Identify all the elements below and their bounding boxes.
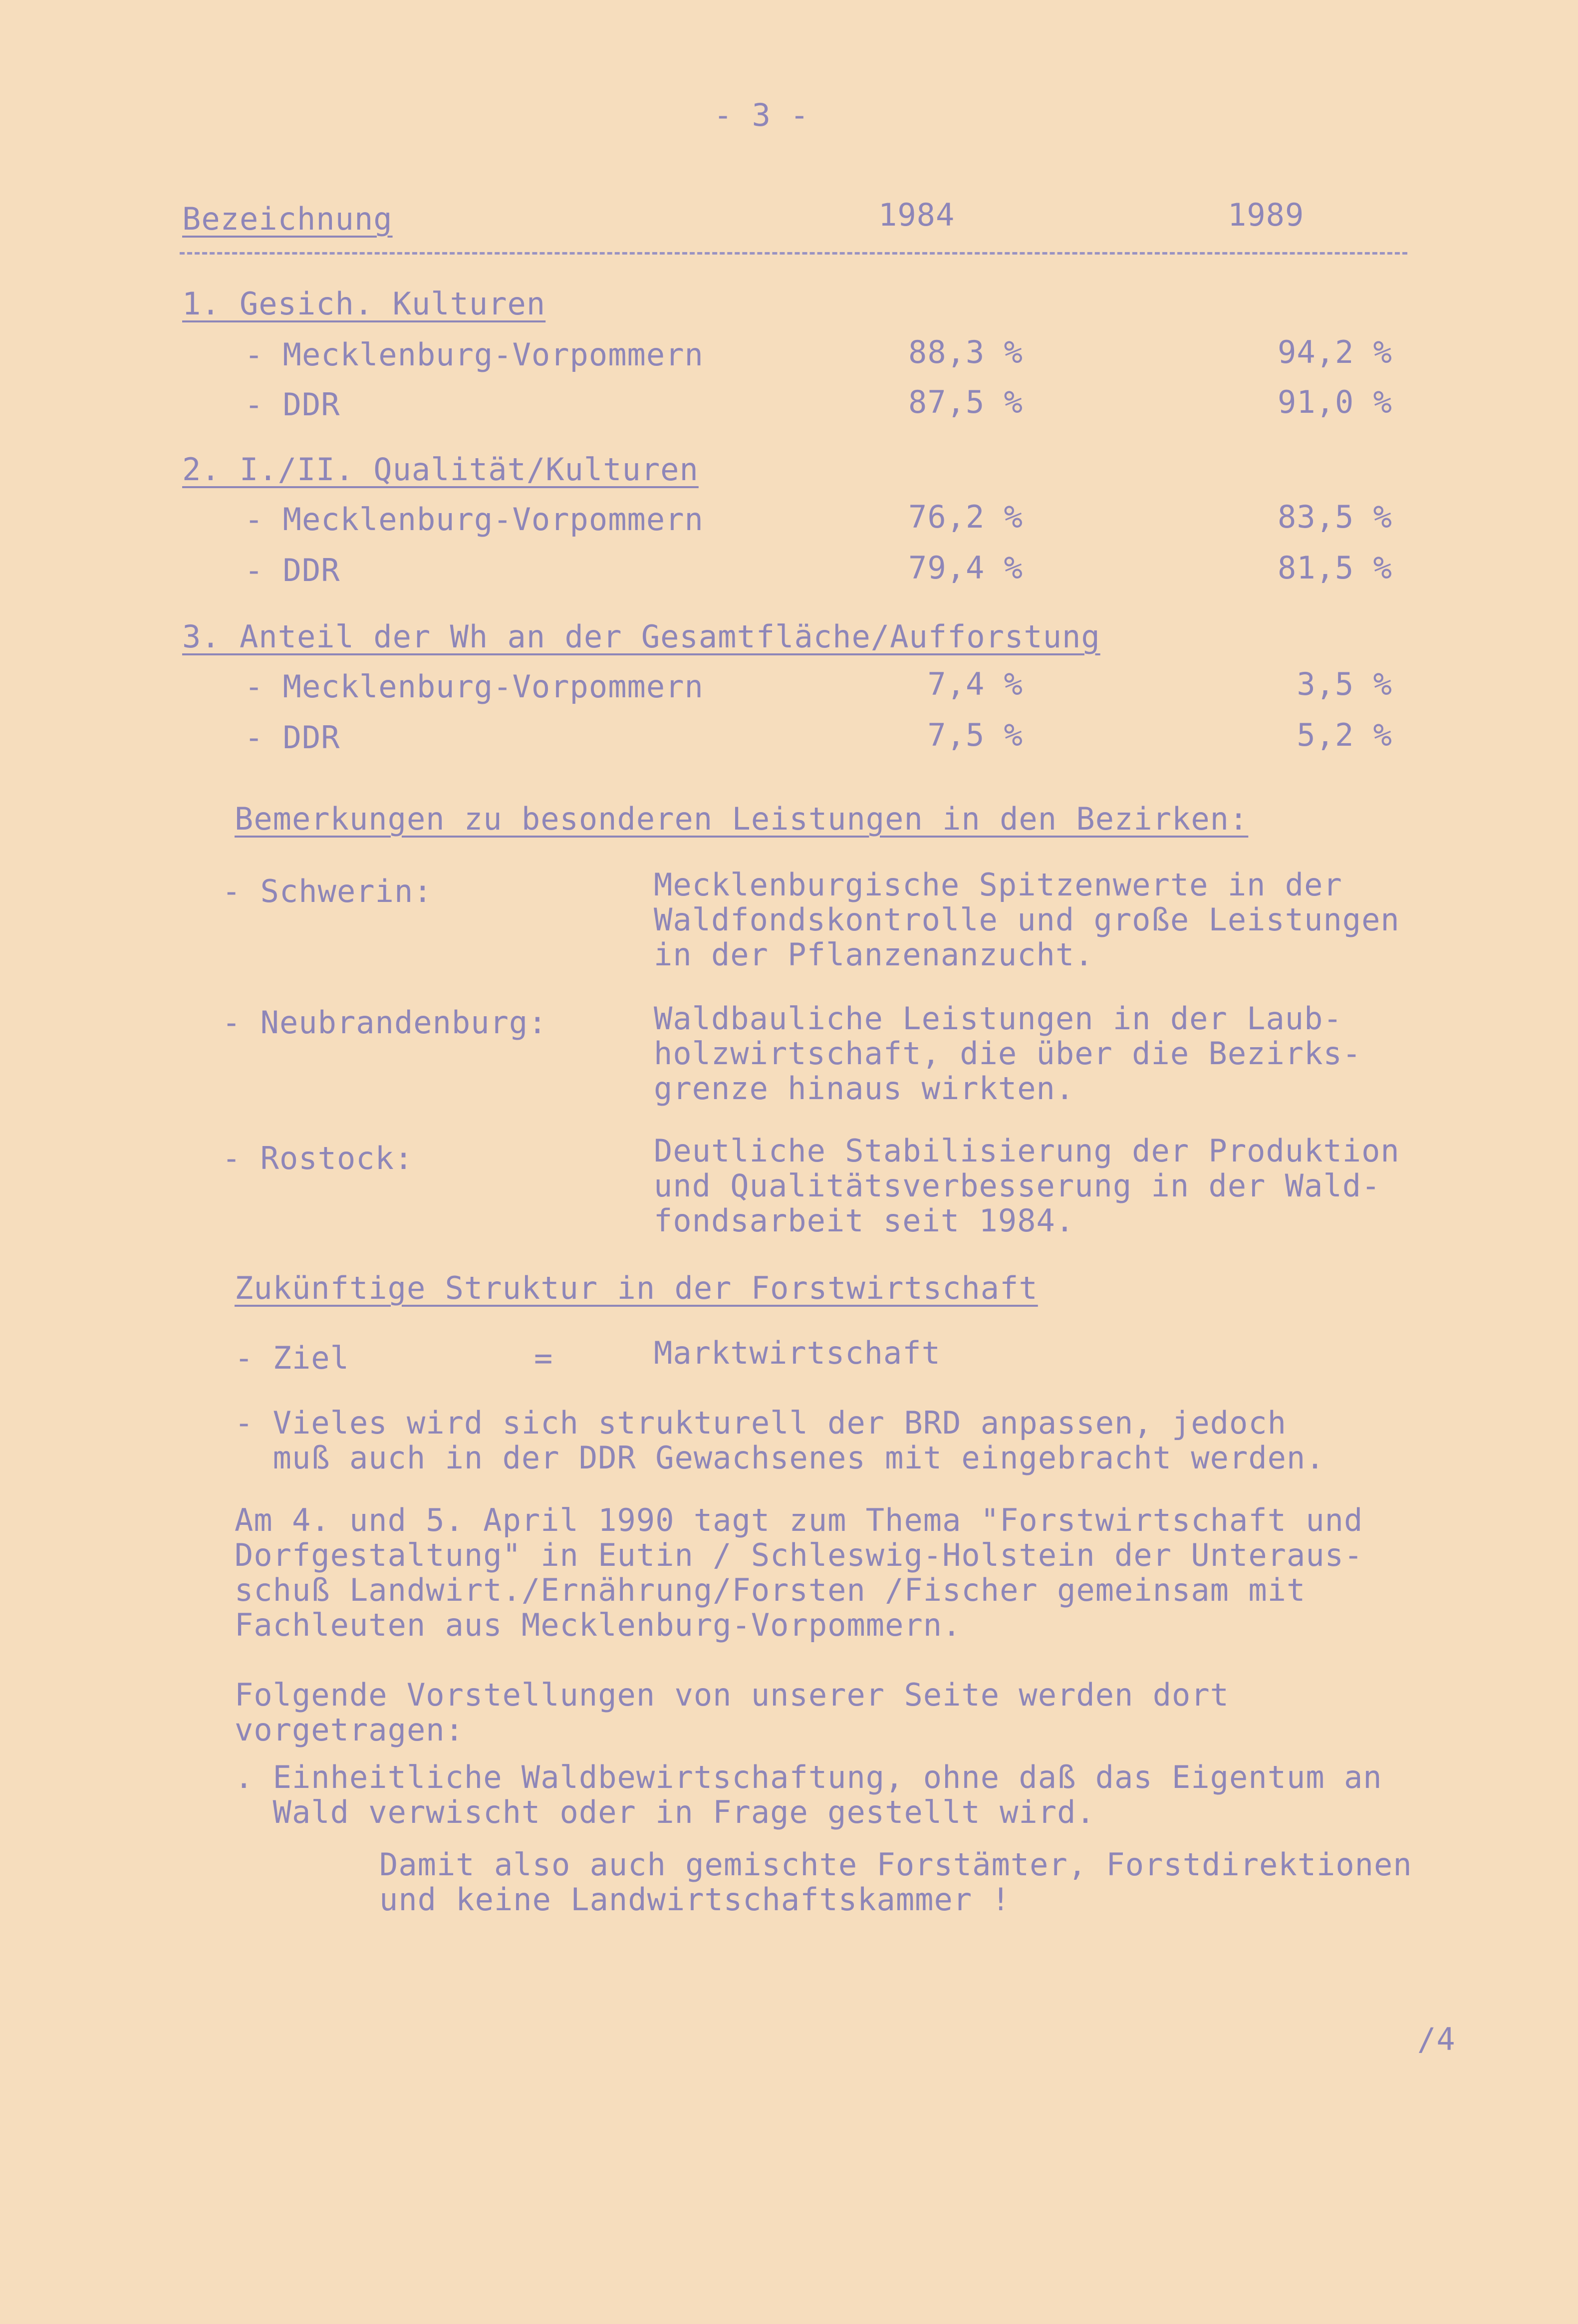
bullet-line: . Einheitliche Waldbewirtschaftung, ohne daß das Eigentum an xyxy=(235,1759,1382,1795)
table-header-1989: 1989 xyxy=(1228,197,1305,233)
remark-line: Deutliche Stabilisierung der Produktion xyxy=(654,1133,1400,1169)
next-page-marker: /4 xyxy=(1417,2021,1456,2057)
value-1989: 83,5 % xyxy=(1278,499,1392,535)
section-title: 1. Gesich. Kulturen xyxy=(182,286,546,322)
remark-line: in der Pflanzenanzucht. xyxy=(654,936,1094,973)
paragraph-line: Folgende Vorstellungen von unserer Seite werden dort xyxy=(235,1677,1230,1713)
value-1989: 5,2 % xyxy=(1297,717,1392,753)
future-heading: Zukünftige Struktur in der Forstwirtschaft xyxy=(235,1270,1038,1306)
remark-line: Waldfondskontrolle und große Leistungen xyxy=(654,901,1400,938)
value-1989: 94,2 % xyxy=(1278,334,1392,370)
goal-value: Marktwirtschaft xyxy=(654,1335,941,1371)
value-1984: 88,3 % xyxy=(908,334,1023,370)
remark-line: grenze hinaus wirkten. xyxy=(654,1070,1075,1107)
goal-equals: = xyxy=(534,1340,553,1376)
paragraph-line: vorgetragen: xyxy=(235,1712,464,1748)
remark-line: und Qualitätsverbesserung in der Wald- xyxy=(654,1167,1381,1204)
remark-label: - Neubrandenburg: xyxy=(222,1004,547,1041)
row-label: - Mecklenburg-Vorpommern xyxy=(245,501,704,538)
goal-label: - Ziel xyxy=(235,1340,349,1376)
row-label: - DDR xyxy=(245,719,340,756)
conclusion-line: Damit also auch gemischte Forstämter, Forstdirektionen xyxy=(379,1846,1412,1883)
paragraph-line: muß auch in der DDR Gewachsenes mit eingebracht werden. xyxy=(235,1440,1325,1476)
value-1989: 81,5 % xyxy=(1278,550,1392,586)
remark-label: - Schwerin: xyxy=(222,873,433,909)
section-title: 2. I./II. Qualität/Kulturen xyxy=(182,451,699,488)
value-1984: 76,2 % xyxy=(908,499,1023,535)
bullet-line: Wald verwischt oder in Frage gestellt wird. xyxy=(235,1794,1095,1830)
table-header-label: Bezeichnung xyxy=(182,201,393,237)
row-label: - DDR xyxy=(245,386,340,423)
section-title: 3. Anteil der Wh an der Gesamtfläche/Aufforstung xyxy=(182,618,1100,655)
remark-line: Waldbauliche Leistungen in der Laub- xyxy=(654,1000,1342,1037)
paragraph-line: - Vieles wird sich strukturell der BRD anpassen, jedoch xyxy=(235,1405,1287,1441)
paragraph-line: Dorfgestaltung" in Eutin / Schleswig-Holstein der Unteraus- xyxy=(235,1537,1363,1573)
value-1984: 7,4 % xyxy=(927,666,1023,702)
value-1984: 87,5 % xyxy=(908,384,1023,420)
table-divider xyxy=(180,252,1407,255)
remarks-heading: Bemerkungen zu besonderen Leistungen in den Bezirken: xyxy=(235,801,1249,837)
paragraph-line: schuß Landwirt./Ernährung/Forsten /Fischer gemeinsam mit xyxy=(235,1572,1306,1608)
row-label: - Mecklenburg-Vorpommern xyxy=(245,336,704,373)
remark-label: - Rostock: xyxy=(222,1140,414,1176)
paragraph-line: Fachleuten aus Mecklenburg-Vorpommern. xyxy=(235,1607,962,1643)
value-1984: 7,5 % xyxy=(927,717,1023,753)
page-number: - 3 - xyxy=(714,97,809,133)
conclusion-line: und keine Landwirtschaftskammer ! xyxy=(379,1881,1011,1918)
remark-line: holzwirtschaft, die über die Bezirks- xyxy=(654,1035,1362,1072)
row-label: - DDR xyxy=(245,552,340,588)
remark-line: fondsarbeit seit 1984. xyxy=(654,1202,1075,1239)
paragraph-line: Am 4. und 5. April 1990 tagt zum Thema "Forstwirtschaft und xyxy=(235,1502,1363,1538)
value-1989: 3,5 % xyxy=(1297,666,1392,702)
value-1984: 79,4 % xyxy=(908,550,1023,586)
row-label: - Mecklenburg-Vorpommern xyxy=(245,668,704,705)
remark-line: Mecklenburgische Spitzenwerte in der xyxy=(654,867,1342,903)
value-1989: 91,0 % xyxy=(1278,384,1392,420)
table-header-1984: 1984 xyxy=(878,197,955,233)
